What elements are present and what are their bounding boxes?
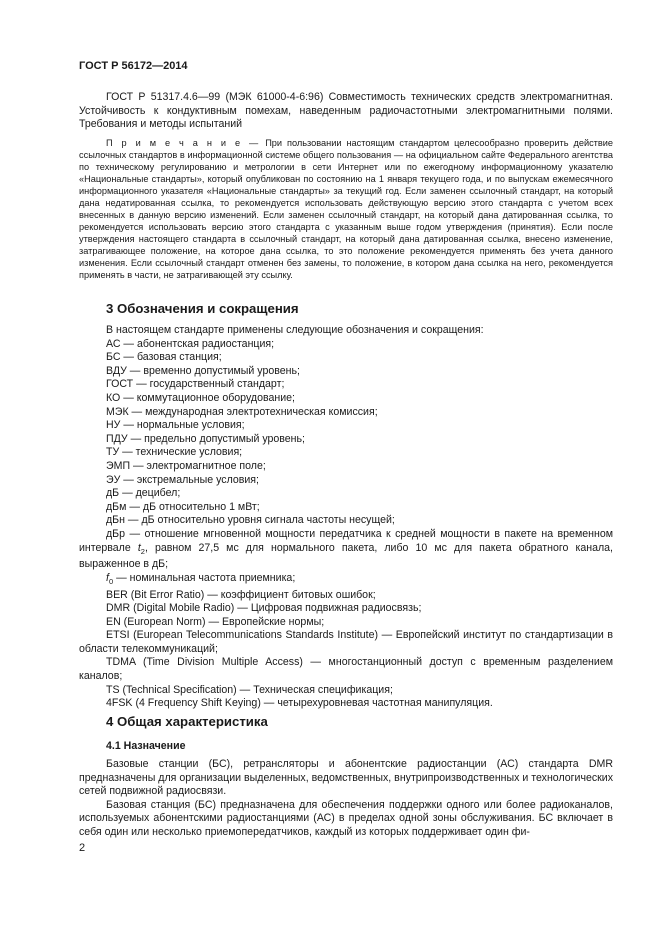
paragraph-purpose-2: Базовая станция (БС) предназначена для обеспечения поддержки одного или более радиоканалов, используемых абонентскими радиостанциями (АС) в пределах одной зоны обслуживания. БС включает в себя один или несколько приемопередатчиков, каждый из которых поддерживает один фи-: [79, 798, 613, 838]
list-item: ETSI (European Telecommunications Standards Institute) — Европейский институт по стандартизации в области телекоммуникаций;: [79, 629, 613, 655]
section-4-title: 4 Общая характеристика: [106, 714, 268, 729]
abbreviation-list-latin: [79, 589, 613, 711]
list-item: ВДУ — временно допустимый уровень;: [106, 364, 300, 377]
section-4-1-body: [79, 758, 613, 840]
list-item: TS (Technical Specification) — Техническая спецификация;: [106, 683, 393, 696]
reference-note: [79, 137, 613, 281]
section-3-intro: В настоящем стандарте применены следующие обозначения и сокращения:: [106, 324, 484, 336]
list-item: 4FSK (4 Frequency Shift Keying) — четырехуровневая частотная манипуляция.: [106, 697, 493, 710]
list-item: БС — базовая станция;: [106, 351, 222, 364]
paragraph-purpose-1: Базовые станции (БС), ретрансляторы и абонентские радиостанции (АС) стандарта DMR предназначены для организации выделенных, ведомственных, внутрипроизводственных и технологических сетей подвижной радиосвязи.: [79, 758, 613, 798]
section-4-1-title: 4.1 Назначение: [106, 740, 186, 752]
section-3-title: 3 Обозначения и сокращения: [106, 301, 299, 316]
list-item: НУ — нормальные условия;: [106, 419, 245, 432]
list-item: ГОСТ — государственный стандарт;: [106, 378, 285, 391]
list-item: КО — коммутационное оборудование;: [106, 391, 295, 404]
list-item: BER (Bit Error Ratio) — коэффициент битовых ошибок;: [106, 588, 376, 601]
list-item: МЭК — международная электротехническая комиссия;: [106, 405, 378, 418]
list-item: ПДУ — предельно допустимый уровень;: [106, 432, 305, 445]
list-item: ЭМП — электромагнитное поле;: [106, 459, 266, 472]
list-item: дБн — дБ относительно уровня сигнала частоты несущей;: [106, 514, 395, 527]
note-label: П р и м е ч а н и е —: [106, 138, 261, 148]
list-item: EN (European Norm) — Европейские нормы;: [106, 615, 325, 628]
reference-gost-51317: [79, 91, 613, 132]
section-3-body: [79, 324, 613, 711]
note-text: При пользовании настоящим стандартом целесообразно проверить действие ссылочных стандартов в информационной системе общего пользования — на официальном сайте Федерального агентства по техническому регулированию и метрологии в сети Интернет или по ежегодному информационному указателю «Национальные стандарты», который опубликован по состоянию на 1 января текущего года, и по выпускам ежемесячного информационного указателя «Национальные стандарты» за текущий год. Если заменен ссылочный стандарт, на который дана недатированная ссылка, то рекомендуется использовать действующую версию этого стандарта с учетом всех внесенных в данную версию изменений. Если заменен ссылочный стандарт, на который дана датированная ссылка, то рекомендуется использовать версию этого стандарта с указанным выше годом утверждения (принятия). Если после утверждения настоящего стандарта в ссылочный стандарт, на который дана датированная ссылка, внесено изменение, затрагивающее положение, на которое дана ссылка, то это положение рекомендуется применять без учета данного изменения. Если ссылочный стандарт отменен без замены, то положение, в котором дана ссылка на него, рекомендуется применять в части, не затрагивающей эту ссылку.: [79, 138, 614, 280]
list-item: дБ — децибел;: [106, 487, 181, 500]
abbreviation-dbr: дБр — отношение мгновенной мощности передатчика к средней мощности в пакете на временном интервале $t_2$, равном 27,5 мс для нормального пакета, либо 10 мс для пакета обратного канала, выраженное в дБ;: [79, 527, 613, 571]
page-number: 2: [79, 842, 86, 854]
list-item: DMR (Digital Mobile Radio) — Цифровая подвижная радиосвязь;: [106, 602, 422, 615]
list-item: ТУ — технические условия;: [106, 446, 243, 459]
abbreviation-list: [79, 338, 613, 528]
standard-code-header: ГОСТ Р 56172—2014: [79, 60, 188, 72]
list-item: ЭУ — экстремальные условия;: [106, 473, 259, 486]
reference-text: ГОСТ Р 51317.4.6—99 (МЭК 61000-4-6:96) Совместимость технических средств электромагнитная. Устойчивость к кондуктивным помехам, наведенным радиочастотными электромагнитными полями. Требования и методы испытаний: [79, 91, 613, 131]
abbreviation-f0: $f_0$ — номинальная частота приемника;: [106, 571, 296, 586]
list-item: АС — абонентская радиостанция;: [106, 337, 275, 350]
list-item: дБм — дБ относительно 1 мВт;: [106, 500, 260, 513]
list-item: TDMA (Time Division Multiple Access) — многостанционный доступ с временным разделением каналов;: [79, 656, 613, 683]
